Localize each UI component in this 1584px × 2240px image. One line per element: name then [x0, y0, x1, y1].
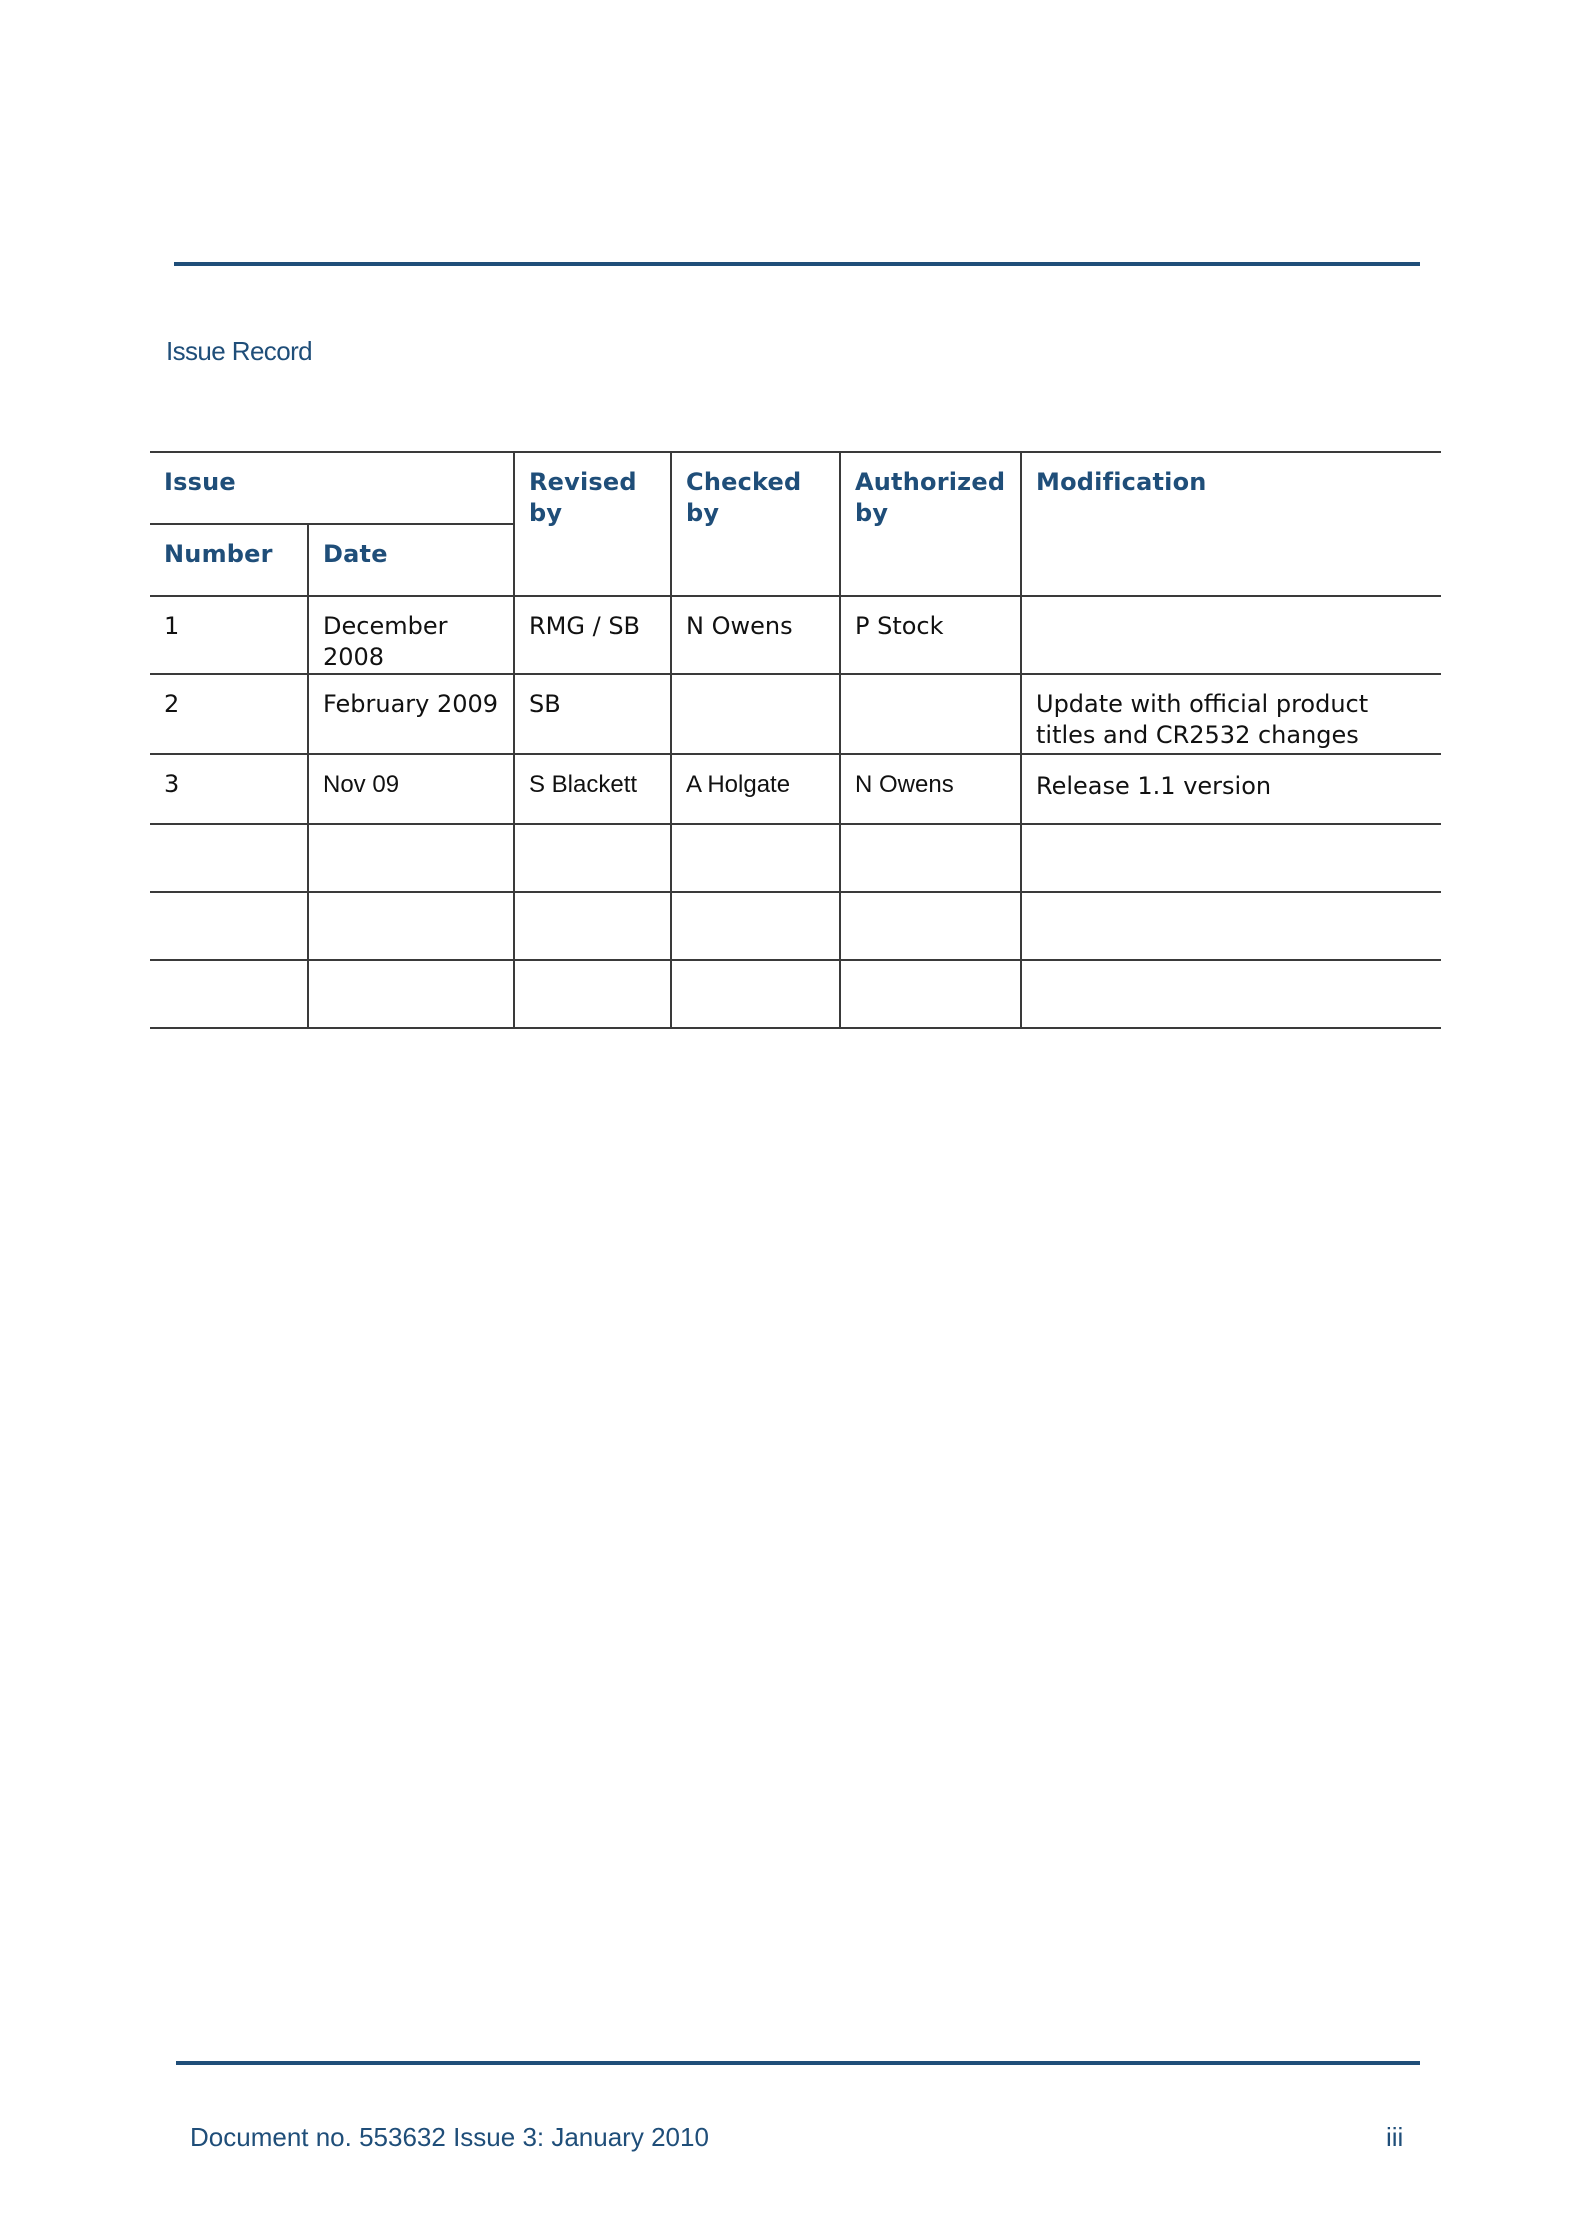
table-row-empty — [150, 824, 1441, 892]
cell-number: 1 — [150, 596, 308, 674]
cell-checked-by: A Holgate — [671, 754, 840, 824]
header-modification: Modification — [1021, 452, 1441, 596]
empty-cell — [514, 824, 671, 892]
header-revised-by: Revised by — [514, 452, 671, 596]
cell-revised-by: RMG / SB — [514, 596, 671, 674]
header-divider — [174, 262, 1420, 266]
empty-cell — [840, 960, 1021, 1028]
empty-cell — [308, 960, 514, 1028]
empty-cell — [308, 892, 514, 960]
empty-cell — [671, 892, 840, 960]
cell-authorized-by — [840, 674, 1021, 754]
header-issue: Issue — [150, 452, 514, 524]
issue-record-table — [150, 451, 1441, 1029]
cell-modification — [1021, 596, 1441, 674]
empty-cell — [150, 824, 308, 892]
table-row — [150, 596, 1441, 674]
cell-date: Nov 09 — [308, 754, 514, 824]
empty-cell — [514, 960, 671, 1028]
header-number: Number — [150, 524, 308, 596]
empty-cell — [840, 824, 1021, 892]
cell-number: 2 — [150, 674, 308, 754]
empty-cell — [671, 960, 840, 1028]
cell-date: December 2008 — [308, 596, 514, 674]
cell-authorized-by: P Stock — [840, 596, 1021, 674]
cell-modification: Release 1.1 version — [1021, 754, 1441, 824]
cell-number: 3 — [150, 754, 308, 824]
empty-cell — [150, 960, 308, 1028]
empty-cell — [1021, 824, 1441, 892]
header-checked-by: Checked by — [671, 452, 840, 596]
table-row — [150, 674, 1441, 754]
empty-cell — [1021, 960, 1441, 1028]
empty-cell — [308, 824, 514, 892]
cell-revised-by: SB — [514, 674, 671, 754]
footer-divider — [176, 2061, 1420, 2065]
page-number: iii — [1386, 2122, 1404, 2152]
table-header-row — [150, 452, 1441, 524]
empty-cell — [150, 892, 308, 960]
empty-cell — [840, 892, 1021, 960]
header-date: Date — [308, 524, 514, 596]
footer-document-info: Document no. 553632 Issue 3: January 2010 — [190, 2122, 709, 2152]
table-row — [150, 754, 1441, 824]
table-row-empty — [150, 892, 1441, 960]
header-authorized-by: Authorized by — [840, 452, 1021, 596]
table-row-empty — [150, 960, 1441, 1028]
empty-cell — [671, 824, 840, 892]
cell-authorized-by: N Owens — [840, 754, 1021, 824]
cell-date: February 2009 — [308, 674, 514, 754]
cell-checked-by — [671, 674, 840, 754]
cell-revised-by: S Blackett — [514, 754, 671, 824]
cell-checked-by: N Owens — [671, 596, 840, 674]
cell-modification: Update with official product titles and CR2532 changes — [1021, 674, 1441, 754]
page-title: Issue Record — [166, 336, 312, 366]
empty-cell — [1021, 892, 1441, 960]
empty-cell — [514, 892, 671, 960]
